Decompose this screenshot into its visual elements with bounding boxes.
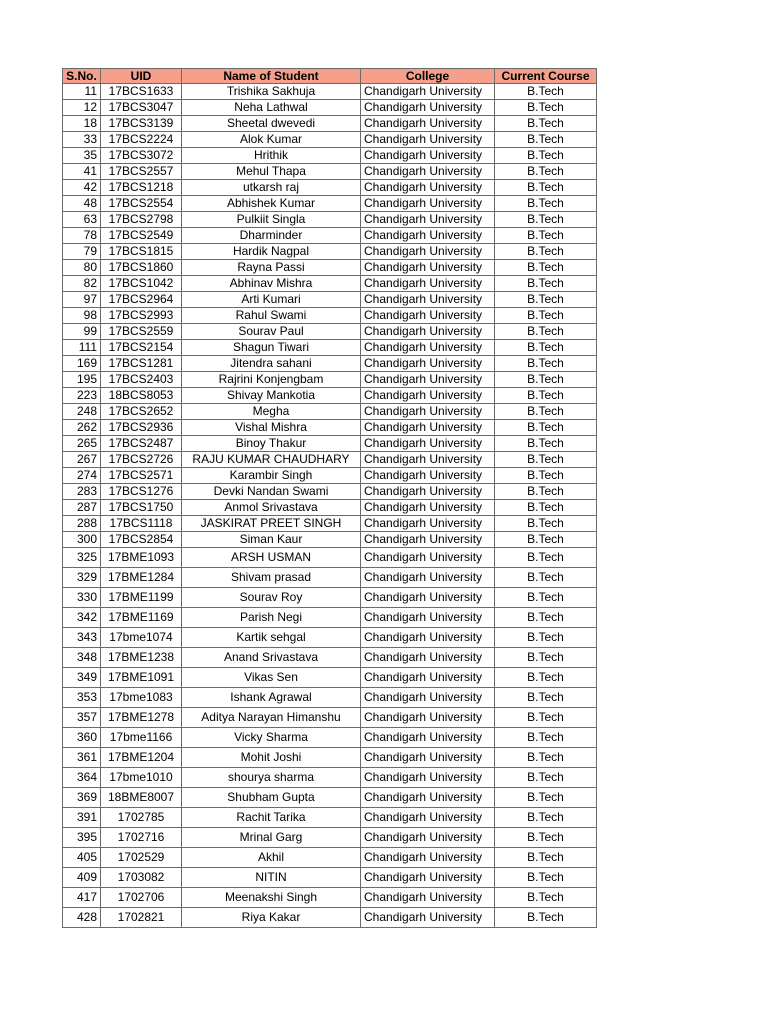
cell-course: B.Tech [495,608,597,628]
cell-name: Abhinav Mishra [182,276,361,292]
cell-college: Chandigarh University [361,340,495,356]
cell-uid: 17BCS2936 [101,420,182,436]
header-course: Current Course [495,69,597,84]
table-row [63,116,597,132]
cell-name: Neha Lathwal [182,100,361,116]
cell-name: Shagun Tiwari [182,340,361,356]
cell-uid: 17bme1166 [101,728,182,748]
cell-sno: 267 [63,452,101,468]
cell-name: Sourav Roy [182,588,361,608]
cell-name: Parish Negi [182,608,361,628]
cell-sno: 348 [63,648,101,668]
cell-college: Chandigarh University [361,164,495,180]
table-row [63,908,597,928]
cell-sno: 223 [63,388,101,404]
cell-course: B.Tech [495,500,597,516]
cell-name: Karambir Singh [182,468,361,484]
cell-uid: 17BCS3139 [101,116,182,132]
cell-sno: 417 [63,888,101,908]
table-row [63,420,597,436]
cell-uid: 17bme1074 [101,628,182,648]
cell-uid: 17BCS2993 [101,308,182,324]
cell-uid: 17BCS3047 [101,100,182,116]
cell-sno: 111 [63,340,101,356]
table-row [63,404,597,420]
cell-college: Chandigarh University [361,908,495,928]
cell-name: Sheetal dwevedi [182,116,361,132]
cell-sno: 35 [63,148,101,164]
cell-name: Mohit Joshi [182,748,361,768]
cell-college: Chandigarh University [361,708,495,728]
cell-college: Chandigarh University [361,276,495,292]
cell-name: NITIN [182,868,361,888]
cell-college: Chandigarh University [361,436,495,452]
cell-course: B.Tech [495,228,597,244]
cell-course: B.Tech [495,808,597,828]
cell-college: Chandigarh University [361,484,495,500]
cell-sno: 12 [63,100,101,116]
table-row [63,100,597,116]
cell-uid: 17BCS2557 [101,164,182,180]
cell-college: Chandigarh University [361,244,495,260]
table-row [63,212,597,228]
cell-college: Chandigarh University [361,468,495,484]
cell-course: B.Tech [495,452,597,468]
cell-uid: 1702716 [101,828,182,848]
cell-course: B.Tech [495,372,597,388]
cell-name: Pulkiit Singla [182,212,361,228]
cell-college: Chandigarh University [361,608,495,628]
cell-college: Chandigarh University [361,748,495,768]
cell-college: Chandigarh University [361,180,495,196]
table-row [63,132,597,148]
cell-course: B.Tech [495,404,597,420]
cell-college: Chandigarh University [361,648,495,668]
header-college: College [361,69,495,84]
cell-sno: 82 [63,276,101,292]
cell-sno: 18 [63,116,101,132]
cell-name: Hrithik [182,148,361,164]
table-row [63,436,597,452]
cell-name: Akhil [182,848,361,868]
cell-course: B.Tech [495,260,597,276]
cell-sno: 78 [63,228,101,244]
cell-college: Chandigarh University [361,196,495,212]
cell-course: B.Tech [495,196,597,212]
table-row [63,84,597,100]
cell-course: B.Tech [495,484,597,500]
cell-uid: 17BME1278 [101,708,182,728]
cell-college: Chandigarh University [361,688,495,708]
cell-college: Chandigarh University [361,420,495,436]
cell-course: B.Tech [495,768,597,788]
table-row [63,292,597,308]
cell-course: B.Tech [495,132,597,148]
cell-uid: 17BCS2798 [101,212,182,228]
cell-uid: 1702785 [101,808,182,828]
cell-course: B.Tech [495,888,597,908]
cell-name: shourya sharma [182,768,361,788]
cell-name: Shivay Mankotia [182,388,361,404]
cell-sno: 11 [63,84,101,100]
table-row [63,468,597,484]
cell-college: Chandigarh University [361,828,495,848]
cell-uid: 17BCS1281 [101,356,182,372]
cell-uid: 17BME1169 [101,608,182,628]
cell-name: Anmol Srivastava [182,500,361,516]
cell-uid: 18BME8007 [101,788,182,808]
cell-course: B.Tech [495,324,597,340]
cell-sno: 330 [63,588,101,608]
cell-sno: 169 [63,356,101,372]
cell-uid: 17BCS1633 [101,84,182,100]
cell-sno: 195 [63,372,101,388]
cell-sno: 283 [63,484,101,500]
cell-college: Chandigarh University [361,452,495,468]
cell-name: Sourav Paul [182,324,361,340]
cell-name: ARSH USMAN [182,548,361,568]
cell-name: Rayna Passi [182,260,361,276]
cell-course: B.Tech [495,388,597,404]
cell-course: B.Tech [495,148,597,164]
cell-name: Dharminder [182,228,361,244]
cell-sno: 343 [63,628,101,648]
table-row [63,548,597,568]
table-body [63,84,597,928]
table-row [63,356,597,372]
table-row [63,196,597,212]
cell-uid: 17BCS2554 [101,196,182,212]
table-row [63,228,597,244]
cell-course: B.Tech [495,244,597,260]
cell-college: Chandigarh University [361,388,495,404]
table-row [63,180,597,196]
cell-sno: 357 [63,708,101,728]
table-row [63,748,597,768]
header-name: Name of Student [182,69,361,84]
cell-name: Binoy Thakur [182,436,361,452]
cell-name: Vishal Mishra [182,420,361,436]
table-row [63,648,597,668]
cell-college: Chandigarh University [361,548,495,568]
cell-college: Chandigarh University [361,588,495,608]
cell-college: Chandigarh University [361,628,495,648]
cell-uid: 17BME1238 [101,648,182,668]
cell-uid: 1703082 [101,868,182,888]
cell-sno: 262 [63,420,101,436]
cell-sno: 329 [63,568,101,588]
cell-uid: 17BCS2403 [101,372,182,388]
cell-course: B.Tech [495,748,597,768]
cell-sno: 80 [63,260,101,276]
cell-uid: 17BCS2549 [101,228,182,244]
cell-sno: 325 [63,548,101,568]
cell-course: B.Tech [495,212,597,228]
cell-course: B.Tech [495,828,597,848]
table-row [63,388,597,404]
cell-name: Alok Kumar [182,132,361,148]
cell-college: Chandigarh University [361,292,495,308]
table-row [63,452,597,468]
cell-name: Ishank Agrawal [182,688,361,708]
cell-name: Siman Kaur [182,532,361,548]
cell-college: Chandigarh University [361,808,495,828]
table-row [63,768,597,788]
header-uid: UID [101,69,182,84]
cell-course: B.Tech [495,180,597,196]
cell-uid: 17BCS2154 [101,340,182,356]
cell-name: Abhishek Kumar [182,196,361,212]
cell-sno: 300 [63,532,101,548]
student-table [62,68,597,928]
table-row [63,728,597,748]
cell-sno: 428 [63,908,101,928]
cell-course: B.Tech [495,648,597,668]
cell-sno: 248 [63,404,101,420]
cell-uid: 17BCS2559 [101,324,182,340]
cell-course: B.Tech [495,848,597,868]
cell-uid: 1702706 [101,888,182,908]
cell-uid: 17BCS1118 [101,516,182,532]
cell-course: B.Tech [495,728,597,748]
cell-college: Chandigarh University [361,532,495,548]
cell-sno: 342 [63,608,101,628]
cell-course: B.Tech [495,116,597,132]
table-row [63,708,597,728]
cell-uid: 17BME1091 [101,668,182,688]
cell-uid: 17BCS1042 [101,276,182,292]
cell-course: B.Tech [495,84,597,100]
cell-uid: 17BME1093 [101,548,182,568]
cell-sno: 361 [63,748,101,768]
cell-name: Devki Nandan Swami [182,484,361,500]
cell-course: B.Tech [495,588,597,608]
cell-college: Chandigarh University [361,768,495,788]
table-row [63,788,597,808]
cell-course: B.Tech [495,568,597,588]
table-row [63,164,597,180]
cell-sno: 369 [63,788,101,808]
cell-course: B.Tech [495,688,597,708]
cell-uid: 17BCS2854 [101,532,182,548]
cell-course: B.Tech [495,788,597,808]
cell-name: Meenakshi Singh [182,888,361,908]
cell-sno: 395 [63,828,101,848]
cell-course: B.Tech [495,420,597,436]
table-row [63,372,597,388]
cell-college: Chandigarh University [361,568,495,588]
cell-college: Chandigarh University [361,212,495,228]
cell-uid: 17BCS2487 [101,436,182,452]
cell-course: B.Tech [495,276,597,292]
cell-college: Chandigarh University [361,356,495,372]
cell-course: B.Tech [495,668,597,688]
table-row [63,500,597,516]
table-row [63,276,597,292]
cell-sno: 97 [63,292,101,308]
table-row [63,868,597,888]
cell-name: Shivam prasad [182,568,361,588]
cell-course: B.Tech [495,868,597,888]
cell-college: Chandigarh University [361,868,495,888]
cell-college: Chandigarh University [361,516,495,532]
table-row [63,688,597,708]
cell-college: Chandigarh University [361,728,495,748]
cell-sno: 349 [63,668,101,688]
cell-college: Chandigarh University [361,848,495,868]
cell-college: Chandigarh University [361,788,495,808]
cell-name: Kartik sehgal [182,628,361,648]
cell-uid: 17BCS2224 [101,132,182,148]
cell-name: Rahul Swami [182,308,361,324]
cell-course: B.Tech [495,436,597,452]
cell-college: Chandigarh University [361,324,495,340]
cell-name: Aditya Narayan Himanshu [182,708,361,728]
cell-sno: 409 [63,868,101,888]
cell-name: Rajrini Konjengbam [182,372,361,388]
cell-uid: 17BME1204 [101,748,182,768]
table-row [63,148,597,164]
cell-name: Anand Srivastava [182,648,361,668]
table-row [63,588,597,608]
cell-college: Chandigarh University [361,888,495,908]
table-row [63,340,597,356]
cell-name: Arti Kumari [182,292,361,308]
cell-name: Mrinal Garg [182,828,361,848]
cell-uid: 17BCS1218 [101,180,182,196]
cell-name: utkarsh raj [182,180,361,196]
cell-uid: 17bme1010 [101,768,182,788]
cell-sno: 353 [63,688,101,708]
cell-sno: 364 [63,768,101,788]
cell-name: Riya Kakar [182,908,361,928]
cell-college: Chandigarh University [361,228,495,244]
cell-name: Rachit Tarika [182,808,361,828]
cell-course: B.Tech [495,516,597,532]
cell-sno: 274 [63,468,101,484]
table-row [63,888,597,908]
cell-course: B.Tech [495,292,597,308]
cell-sno: 41 [63,164,101,180]
table-row [63,628,597,648]
cell-sno: 99 [63,324,101,340]
cell-college: Chandigarh University [361,404,495,420]
table-row [63,308,597,324]
cell-sno: 42 [63,180,101,196]
table-row [63,532,597,548]
cell-uid: 17BME1199 [101,588,182,608]
table-row [63,244,597,260]
cell-uid: 17BCS1815 [101,244,182,260]
cell-sno: 33 [63,132,101,148]
cell-course: B.Tech [495,468,597,484]
cell-name: RAJU KUMAR CHAUDHARY [182,452,361,468]
cell-uid: 17BCS1750 [101,500,182,516]
cell-uid: 17BCS1276 [101,484,182,500]
table-row [63,608,597,628]
table-row [63,516,597,532]
cell-college: Chandigarh University [361,668,495,688]
header-row [63,69,597,84]
cell-uid: 17BCS2652 [101,404,182,420]
cell-course: B.Tech [495,164,597,180]
cell-uid: 17BCS1860 [101,260,182,276]
cell-uid: 17bme1083 [101,688,182,708]
cell-sno: 287 [63,500,101,516]
cell-course: B.Tech [495,532,597,548]
cell-sno: 391 [63,808,101,828]
cell-college: Chandigarh University [361,132,495,148]
cell-name: Jitendra sahani [182,356,361,372]
cell-college: Chandigarh University [361,100,495,116]
cell-name: JASKIRAT PREET SINGH [182,516,361,532]
cell-course: B.Tech [495,628,597,648]
cell-sno: 98 [63,308,101,324]
cell-uid: 17BCS2726 [101,452,182,468]
table-row [63,848,597,868]
cell-uid: 1702821 [101,908,182,928]
cell-college: Chandigarh University [361,148,495,164]
table-row [63,828,597,848]
cell-college: Chandigarh University [361,260,495,276]
table-row [63,668,597,688]
cell-uid: 1702529 [101,848,182,868]
cell-course: B.Tech [495,708,597,728]
table-row [63,260,597,276]
cell-course: B.Tech [495,100,597,116]
cell-college: Chandigarh University [361,372,495,388]
cell-sno: 360 [63,728,101,748]
cell-sno: 63 [63,212,101,228]
cell-name: Vicky Sharma [182,728,361,748]
cell-name: Shubham Gupta [182,788,361,808]
cell-sno: 79 [63,244,101,260]
cell-uid: 17BCS3072 [101,148,182,164]
cell-uid: 17BME1284 [101,568,182,588]
cell-name: Vikas Sen [182,668,361,688]
cell-course: B.Tech [495,356,597,372]
cell-college: Chandigarh University [361,116,495,132]
cell-name: Megha [182,404,361,420]
cell-college: Chandigarh University [361,308,495,324]
table-row [63,484,597,500]
cell-sno: 405 [63,848,101,868]
header-sno: S.No. [63,69,101,84]
cell-uid: 17BCS2964 [101,292,182,308]
cell-college: Chandigarh University [361,500,495,516]
cell-sno: 48 [63,196,101,212]
cell-college: Chandigarh University [361,84,495,100]
cell-name: Hardik Nagpal [182,244,361,260]
table-row [63,324,597,340]
cell-name: Mehul Thapa [182,164,361,180]
table-row [63,568,597,588]
table-row [63,808,597,828]
cell-course: B.Tech [495,548,597,568]
cell-course: B.Tech [495,308,597,324]
cell-name: Trishika Sakhuja [182,84,361,100]
cell-uid: 18BCS8053 [101,388,182,404]
cell-course: B.Tech [495,908,597,928]
cell-course: B.Tech [495,340,597,356]
cell-sno: 288 [63,516,101,532]
cell-sno: 265 [63,436,101,452]
cell-uid: 17BCS2571 [101,468,182,484]
